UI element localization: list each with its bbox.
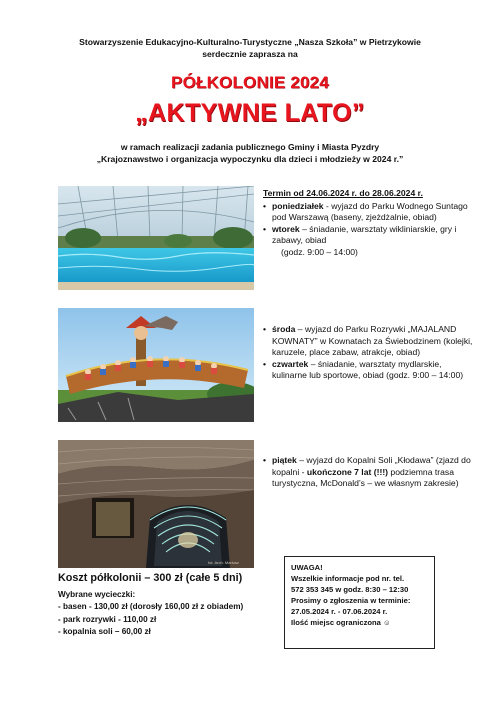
- amusement-park-photo: [58, 308, 254, 422]
- organizer: Stowarzyszenie Edukacyjno-Kulturalno-Turystyczne „Nasza Szkoła” w Pietrzykowie: [79, 37, 421, 47]
- cost-title: Koszt półkolonii – 300 zł (całe 5 dni): [58, 572, 243, 584]
- bullet-icon: •: [263, 324, 267, 334]
- day-name: piątek: [272, 455, 297, 465]
- schedule-part-1: [263, 188, 473, 259]
- notice-line: Ilość miejsc ograniczona ☺: [291, 618, 391, 628]
- trip-price: - kopalnia soli – 60,00 zł: [58, 627, 151, 637]
- notice-title: UWAGA!: [291, 563, 323, 572]
- schedule-part-2: [263, 324, 473, 382]
- trip-price: - basen - 130,00 zł (dorosły 160,00 zł z obiadem): [58, 602, 244, 612]
- day-name: wtorek: [272, 223, 300, 234]
- day-name: czwartek: [272, 358, 309, 369]
- notice-line: Prosimy o zgłoszenia w terminie:: [291, 596, 411, 606]
- tuesday-item: [263, 224, 473, 259]
- day-text: – wyjazd do Kopalni Soli „Kłodawa” (zjazd do kopalni -: [272, 455, 471, 477]
- day-hours: (godz. 9:00 – 14:00): [281, 246, 358, 257]
- monday-item: [263, 201, 473, 224]
- header: [0, 36, 500, 165]
- day-text: – śniadanie, warsztaty wikliniarskie, gry i zabawy, obiad: [272, 223, 457, 246]
- bullet-icon: •: [263, 200, 267, 211]
- friday-item: [263, 455, 473, 490]
- day-text: - wyjazd do Parku Wodnego Suntago pod Warszawą (baseny, zjeżdżalnie, obiad): [272, 200, 468, 223]
- wednesday-item: [263, 324, 473, 359]
- thursday-item: [263, 359, 473, 382]
- trips-label: Wybrane wycieczki:: [58, 590, 136, 599]
- notice-line: 27.05.2024 r. - 07.06.2024 r.: [291, 607, 388, 617]
- waterpark-photo: [58, 186, 254, 290]
- invite-line: serdecznie zaprasza na: [202, 49, 298, 59]
- page-title: PÓŁKOLONIE 2024: [171, 73, 329, 92]
- schedule-part-3: [263, 455, 473, 490]
- day-name: poniedziałek: [272, 200, 324, 211]
- day-name: środa: [272, 324, 296, 334]
- age-requirement: ukończone 7 lat (!!!): [306, 466, 389, 477]
- day-text: – śniadanie, warsztaty mydlarskie, kulinarne lub sportowe, obiad (godz. 9:00 – 14:00): [272, 358, 464, 381]
- project-line-1: w ramach realizacji zadania publicznego Gminy i Miasta Pyzdry: [120, 142, 380, 152]
- notice-box: [284, 556, 435, 649]
- trip-price: - park rozrywki - 110,00 zł: [58, 614, 157, 624]
- bullet-icon: •: [263, 223, 267, 234]
- notice-line: 572 353 345 w godz. 8:30 – 12:30: [291, 585, 409, 595]
- bullet-icon: •: [263, 455, 267, 465]
- notice-line: Wszelkie informacje pod nr. tel.: [291, 574, 405, 584]
- project-line-2: „Krajoznawstwo i organizacja wypoczynku dla dzieci i młodzieży w 2024 r.”: [96, 154, 404, 164]
- salt-mine-photo: [58, 440, 254, 568]
- bullet-icon: •: [263, 358, 267, 369]
- page-subtitle: „AKTYWNE LATO”: [135, 99, 365, 127]
- term-dates: Termin od 24.06.2024 r. do 28.06.2024 r.: [263, 188, 423, 198]
- day-text: podziemna trasa turystyczna, McDonald’s – we własnym zakresie): [272, 466, 459, 489]
- day-text: – wyjazd do Parku Rozrywki „MAJALAND KOWNATY” w Kownatach za Świebodzinem (kolejki, karuzele, place zabaw, atrakcje, obiad): [272, 324, 473, 358]
- cost-section: [58, 572, 278, 639]
- photo-caption: fot. Arch. Mariusz: [208, 560, 239, 565]
